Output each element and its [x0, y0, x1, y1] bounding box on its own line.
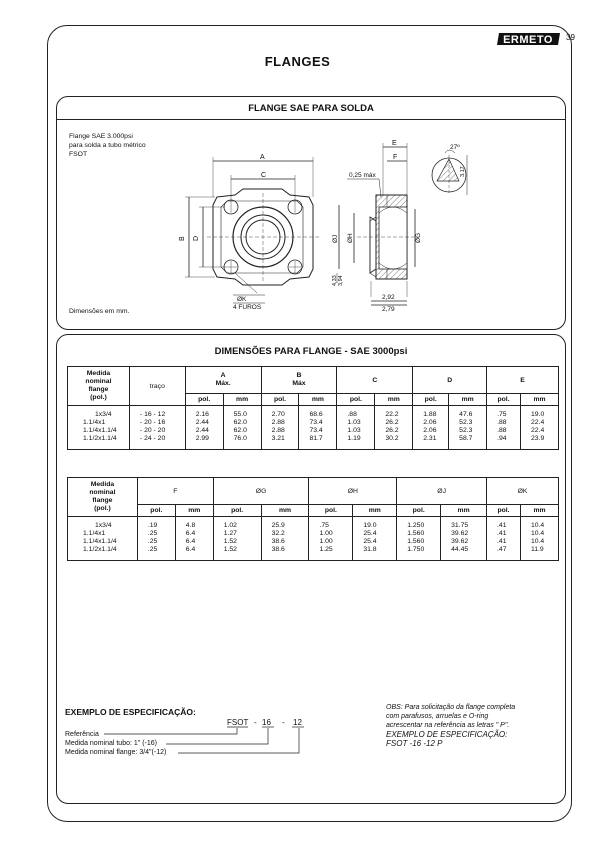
header-mm: mm — [520, 505, 558, 517]
header-c: C — [337, 367, 413, 394]
header-medida: Medida nominal flange (pol.) — [68, 367, 130, 406]
header-mm: mm — [441, 505, 487, 517]
header-mm: mm — [449, 394, 487, 406]
svg-text:E: E — [392, 140, 397, 147]
header-d: D — [413, 367, 487, 394]
value-cell: 4.8 6.4 6.4 6.4 — [175, 517, 213, 561]
header-a: A Máx. — [185, 367, 261, 394]
dimensions-note: Dimensões em mm. — [69, 308, 130, 315]
header-mm: mm — [299, 394, 337, 406]
svg-text:F: F — [393, 154, 398, 161]
value-cell: 2.16 2.44 2.44 2.99 — [185, 406, 223, 450]
svg-text:2,92: 2,92 — [382, 294, 395, 301]
observation-note — [386, 703, 515, 748]
spec-label-flange: Medida nominal flange: 3/4"(-12) — [65, 749, 167, 756]
size-cell: 1x3/4 1.1/4x1 1.1/4x1.1/4 1.1/2x1.1/4 — [68, 406, 130, 450]
obs-line: EXEMPLO DE ESPECIFICAÇÃO: — [386, 730, 508, 739]
header-pol: pol. — [137, 505, 175, 517]
value-cell: 31.75 39.62 39.62 44.45 — [441, 517, 487, 561]
value-cell: .75 .88 .88 .94 — [487, 406, 521, 450]
spec-code-dash: - — [282, 718, 285, 727]
header-g: ØG — [213, 478, 309, 505]
svg-text:A: A — [260, 154, 265, 161]
value-cell: .88 1.03 1.03 1.19 — [337, 406, 375, 450]
header-traco: traço — [129, 367, 185, 406]
spec-label-referencia: Referência — [65, 731, 99, 738]
svg-text:2,79: 2,79 — [382, 306, 395, 313]
header-f: F — [137, 478, 213, 505]
spec-code-tube: 16 — [262, 718, 271, 727]
header-mm: mm — [261, 505, 309, 517]
value-cell: 1.88 2.06 2.06 2.31 — [413, 406, 449, 450]
header-mm: mm — [521, 394, 559, 406]
obs-line: com parafusos, arruelas e O-ring — [386, 713, 489, 720]
spec-code-flange: 12 — [293, 718, 302, 727]
svg-text:D: D — [193, 235, 200, 241]
svg-text:ERMETO: ERMETO — [503, 34, 553, 46]
value-cell: 25.9 32.2 38.6 38.6 — [261, 517, 309, 561]
spec-title: EXEMPLO DE ESPECIFICAÇÃO: — [65, 707, 196, 717]
svg-text:27º: 27º — [450, 144, 460, 151]
value-cell: 1.250 1.560 1.560 1.750 — [397, 517, 441, 561]
description-line: Flange SAE 3.000psi — [69, 133, 133, 140]
header-pol: pol. — [487, 394, 521, 406]
description-line: para solda a tubo métrico — [69, 142, 146, 149]
header-pol: pol. — [487, 505, 521, 517]
svg-text:C: C — [261, 172, 267, 179]
value-cell: .41 .41 .41 .47 — [487, 517, 521, 561]
value-cell: .19 .25 .25 .25 — [137, 517, 175, 561]
svg-text:0,25 máx: 0,25 máx — [349, 172, 376, 179]
page-number: 39 — [566, 33, 575, 42]
svg-text:3,94: 3,94 — [338, 275, 344, 286]
header-e: E — [487, 367, 559, 394]
header-pol: pol. — [213, 505, 261, 517]
spec-code-ref: FSOT — [227, 718, 249, 727]
traco-cell: - 16 - 12 - 20 - 16 - 20 - 20 - 24 - 20 — [129, 406, 185, 450]
obs-line: acrescentar na referência as letras " P". — [386, 722, 510, 729]
svg-text:ØK: ØK — [237, 296, 247, 303]
header-pol: pol. — [413, 394, 449, 406]
value-cell: 22.2 26.2 26.2 30.2 — [375, 406, 413, 450]
value-cell: 2.70 2.88 2.88 3.21 — [261, 406, 299, 450]
spec-code-dash: - — [254, 718, 257, 727]
svg-text:ØH: ØH — [347, 233, 354, 243]
header-h: ØH — [309, 478, 397, 505]
value-cell: 10.4 10.4 10.4 11.9 — [520, 517, 558, 561]
header-j: ØJ — [397, 478, 487, 505]
svg-text:ØG: ØG — [415, 232, 422, 243]
description-line: FSOT — [69, 151, 88, 158]
obs-line: OBS: Para solicitação da flange completa — [386, 704, 516, 711]
value-cell: 55.0 62.0 62.0 76.0 — [223, 406, 261, 450]
header-pol: pol. — [185, 394, 223, 406]
header-pol: pol. — [261, 394, 299, 406]
value-cell: 19.0 25.4 25.4 31.8 — [353, 517, 397, 561]
header-mm: mm — [175, 505, 213, 517]
value-cell: 47.6 52.3 52.3 58.7 — [449, 406, 487, 450]
header-medida: Medida nominal flange (pol.) — [68, 478, 138, 517]
page-title: FLANGES — [264, 54, 331, 69]
value-cell: .75 1.00 1.00 1.25 — [309, 517, 353, 561]
header-b: B Máx — [261, 367, 337, 394]
value-cell: 68.6 73.4 73.4 81.7 — [299, 406, 337, 450]
size-cell: 1x3/4 1.1/4x1 1.1/4x1.1/4 1.1/2x1.1/4 — [68, 517, 138, 561]
value-cell: 19.0 22.4 22.4 23.9 — [521, 406, 559, 450]
header-mm: mm — [223, 394, 261, 406]
svg-text:3.17: 3.17 — [460, 166, 466, 177]
header-mm: mm — [353, 505, 397, 517]
drawing-panel-heading: FLANGE SAE PARA SOLDA — [248, 103, 374, 114]
svg-text:ØJ: ØJ — [332, 234, 339, 243]
svg-text:4 FUROS: 4 FUROS — [233, 304, 262, 311]
spec-label-tube: Medida nominal tubo: 1" (-16) — [65, 740, 157, 747]
svg-text:B: B — [179, 236, 186, 241]
header-mm: mm — [375, 394, 413, 406]
header-k: ØK — [487, 478, 559, 505]
header-pol: pol. — [337, 394, 375, 406]
obs-line: FSOT -16 -12 P — [386, 739, 443, 748]
value-cell: 1.02 1.27 1.52 1.52 — [213, 517, 261, 561]
header-pol: pol. — [309, 505, 353, 517]
tables-panel-heading: DIMENSÕES PARA FLANGE - SAE 3000psi — [214, 346, 408, 357]
svg-text:4,33: 4,33 — [332, 275, 338, 286]
header-pol: pol. — [397, 505, 441, 517]
